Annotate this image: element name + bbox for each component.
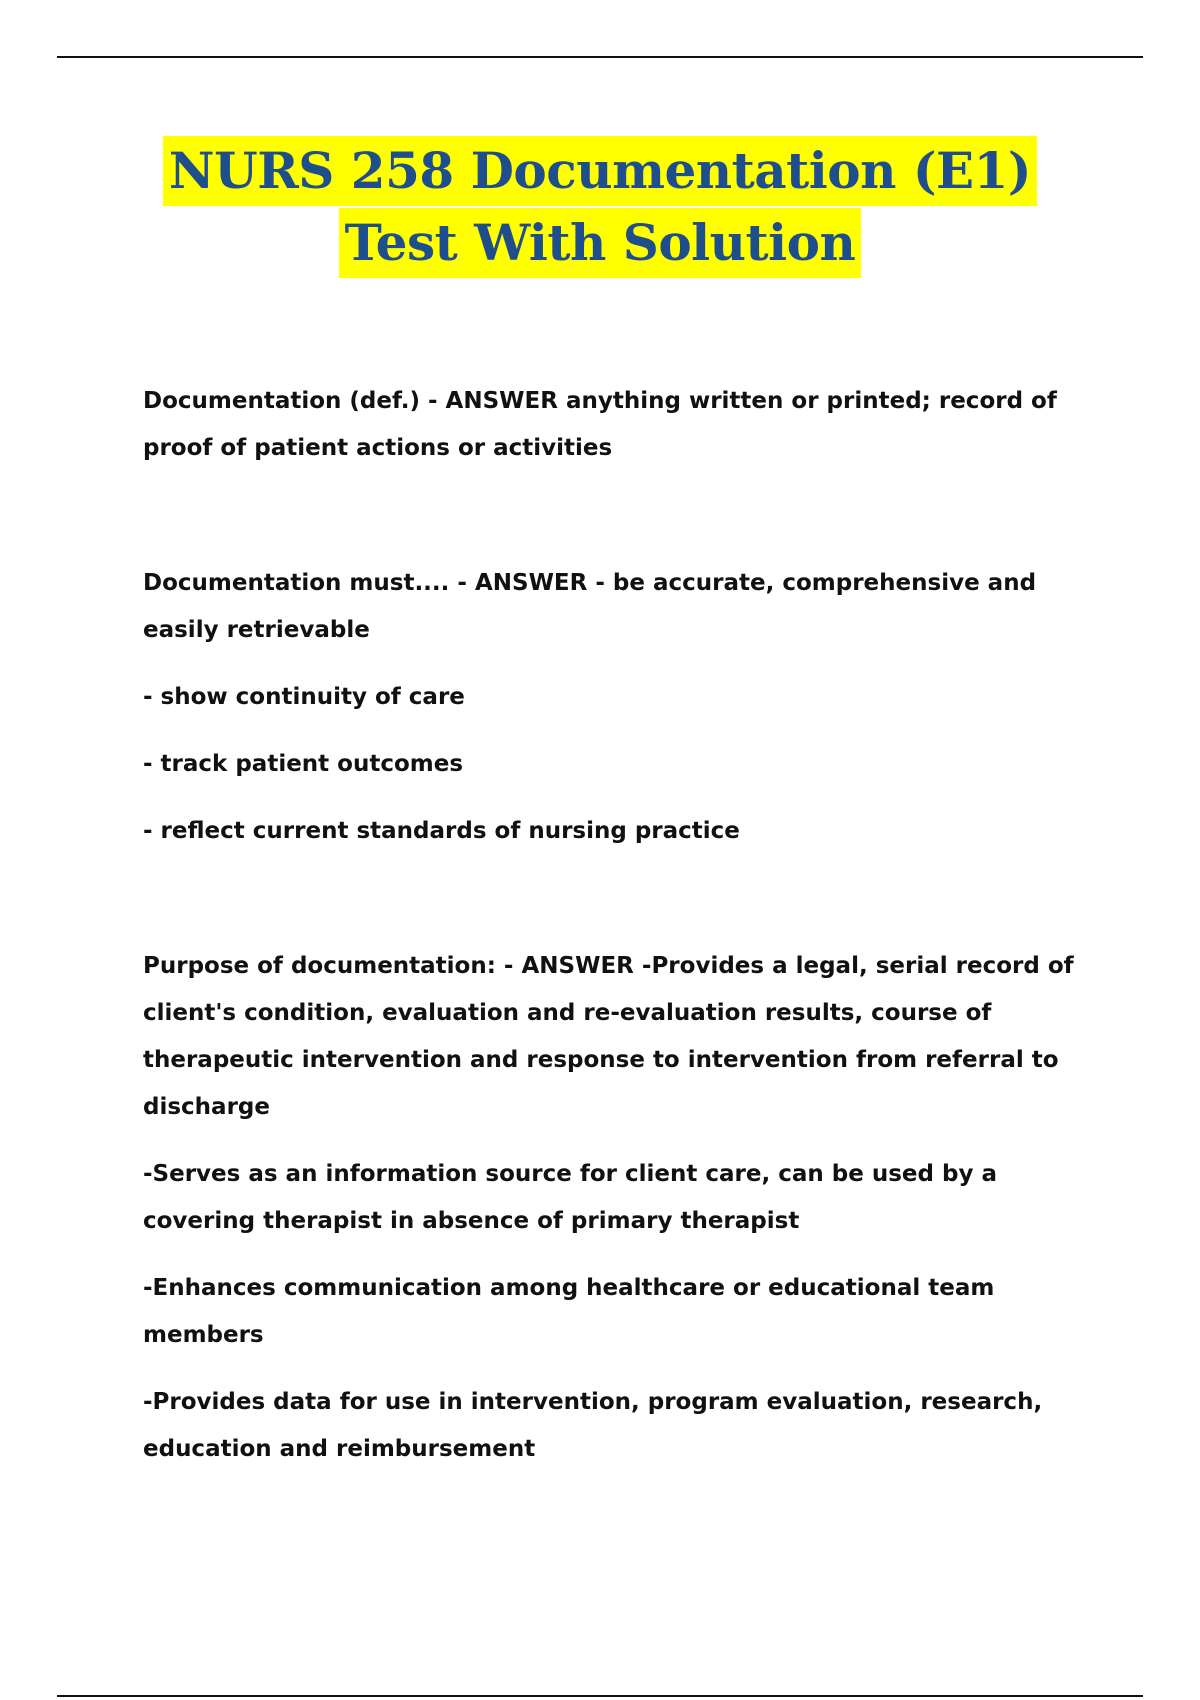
qa-item-requirements bbox=[143, 560, 1093, 855]
answer-bullet: -Enhances communication among healthcare or educational team members bbox=[143, 1275, 995, 1348]
bottom-rule bbox=[57, 1695, 1143, 1697]
answer-bullet: - track patient outcomes bbox=[143, 751, 464, 777]
qa-content bbox=[143, 378, 1093, 1473]
answer-paragraph: Documentation (def.) - ANSWER anything written or printed; record of proof of patient actions or activities bbox=[143, 388, 1057, 461]
answer-bullet: - show continuity of care bbox=[143, 684, 465, 710]
answer-bullet: -Serves as an information source for client care, can be used by a covering therapist in absence of primary therapist bbox=[143, 1161, 997, 1234]
answer-bullet: - reflect current standards of nursing practice bbox=[143, 818, 740, 844]
answer-paragraph: Purpose of documentation: - ANSWER -Provides a legal, serial record of client's condition, evaluation and re-evaluation results, course of therapeutic intervention and response to intervention from referral to discharge bbox=[143, 953, 1074, 1120]
answer-bullet: -Provides data for use in intervention, program evaluation, research, education and reimbursement bbox=[143, 1389, 1043, 1462]
answer-paragraph: Documentation must.... - ANSWER - be accurate, comprehensive and easily retrievable bbox=[143, 570, 1037, 643]
top-rule bbox=[57, 56, 1143, 58]
qa-item-definition bbox=[143, 378, 1093, 472]
document-title bbox=[0, 136, 1200, 278]
title-line-2: Test With Solution bbox=[339, 208, 862, 278]
qa-item-purpose bbox=[143, 943, 1093, 1473]
title-line-1: NURS 258 Documentation (E1) bbox=[163, 136, 1037, 206]
